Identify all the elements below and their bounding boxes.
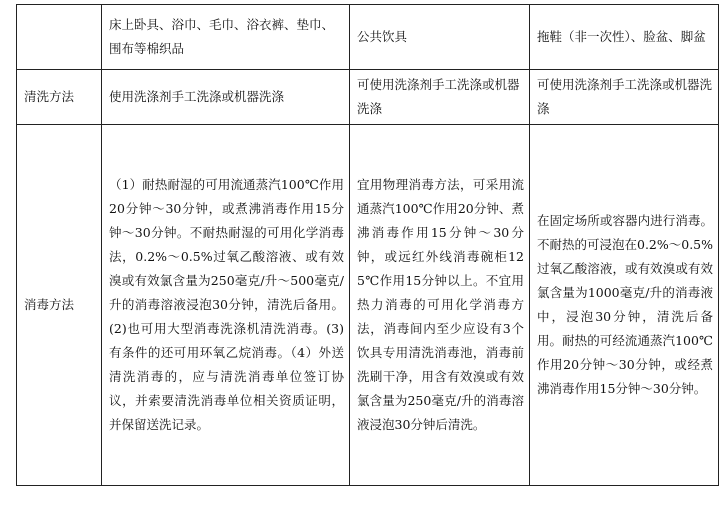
disinfection-slippers-cell: 在固定场所或容器内进行消毒。不耐热的可浸泡在0.2%～0.5%过氧乙酸溶液，或有效溴或有效氯含量为1000毫克/升的消毒液中，浸泡30分钟，清洗后备用。耐热的可经流通蒸汽100℃作用20分钟～30分钟，或经煮沸消毒作用15分钟～30分钟。	[530, 125, 719, 486]
header-cell-utensils: 公共饮具	[350, 5, 530, 70]
cleaning-slippers-cell: 可使用洗涤剂手工洗涤或机器洗涤	[530, 70, 719, 125]
table-row-cleaning	[17, 70, 719, 125]
disinfection-utensils-cell: 宜用物理消毒方法，可采用流通蒸汽100℃作用20分钟、煮沸消毒作用15分钟～30分钟，或远红外线消毒碗柜125℃作用15分钟以上。不宜用热力消毒的可用化学消毒方法，消毒间内至少应设有3个饮具专用清洗消毒池，消毒前洗刷干净，用含有效溴或有效氯含量为250毫克/升的消毒溶液浸泡30分钟后清洗。	[350, 125, 530, 486]
table-header-row	[17, 5, 719, 70]
cleaning-utensils-cell: 可使用洗涤剂手工洗涤或机器洗涤	[350, 70, 530, 125]
table-row-disinfection	[17, 125, 719, 486]
header-cell-slippers: 拖鞋（非一次性）、脸盆、脚盆	[530, 5, 719, 70]
row-label-disinfection: 消毒方法	[17, 125, 102, 486]
header-cell-blank	[17, 5, 102, 70]
cleaning-textiles-cell: 使用洗涤剂手工洗涤或机器洗涤	[102, 70, 350, 125]
row-label-cleaning: 清洗方法	[17, 70, 102, 125]
header-cell-textiles: 床上卧具、浴巾、毛巾、浴衣裤、垫巾、围布等棉织品	[102, 5, 350, 70]
disinfection-method-table	[16, 4, 719, 486]
disinfection-textiles-cell: （1）耐热耐湿的可用流通蒸汽100℃作用20分钟～30分钟，或煮沸消毒作用15分钟～30分钟。不耐热耐湿的可用化学消毒法，0.2%～0.5%过氧乙酸溶液、或有效溴或有效氯含量为250毫克/升～500毫克/升的消毒溶液浸泡30分钟，清洗后备用。(2)也可用大型消毒洗涤机清洗消毒。(3)有条件的还可用环氧乙烷消毒。（4）外送清洗消毒的，应与清洗消毒单位签订协议，并索要清洗消毒单位相关资质证明，并保留送洗记录。	[102, 125, 350, 486]
